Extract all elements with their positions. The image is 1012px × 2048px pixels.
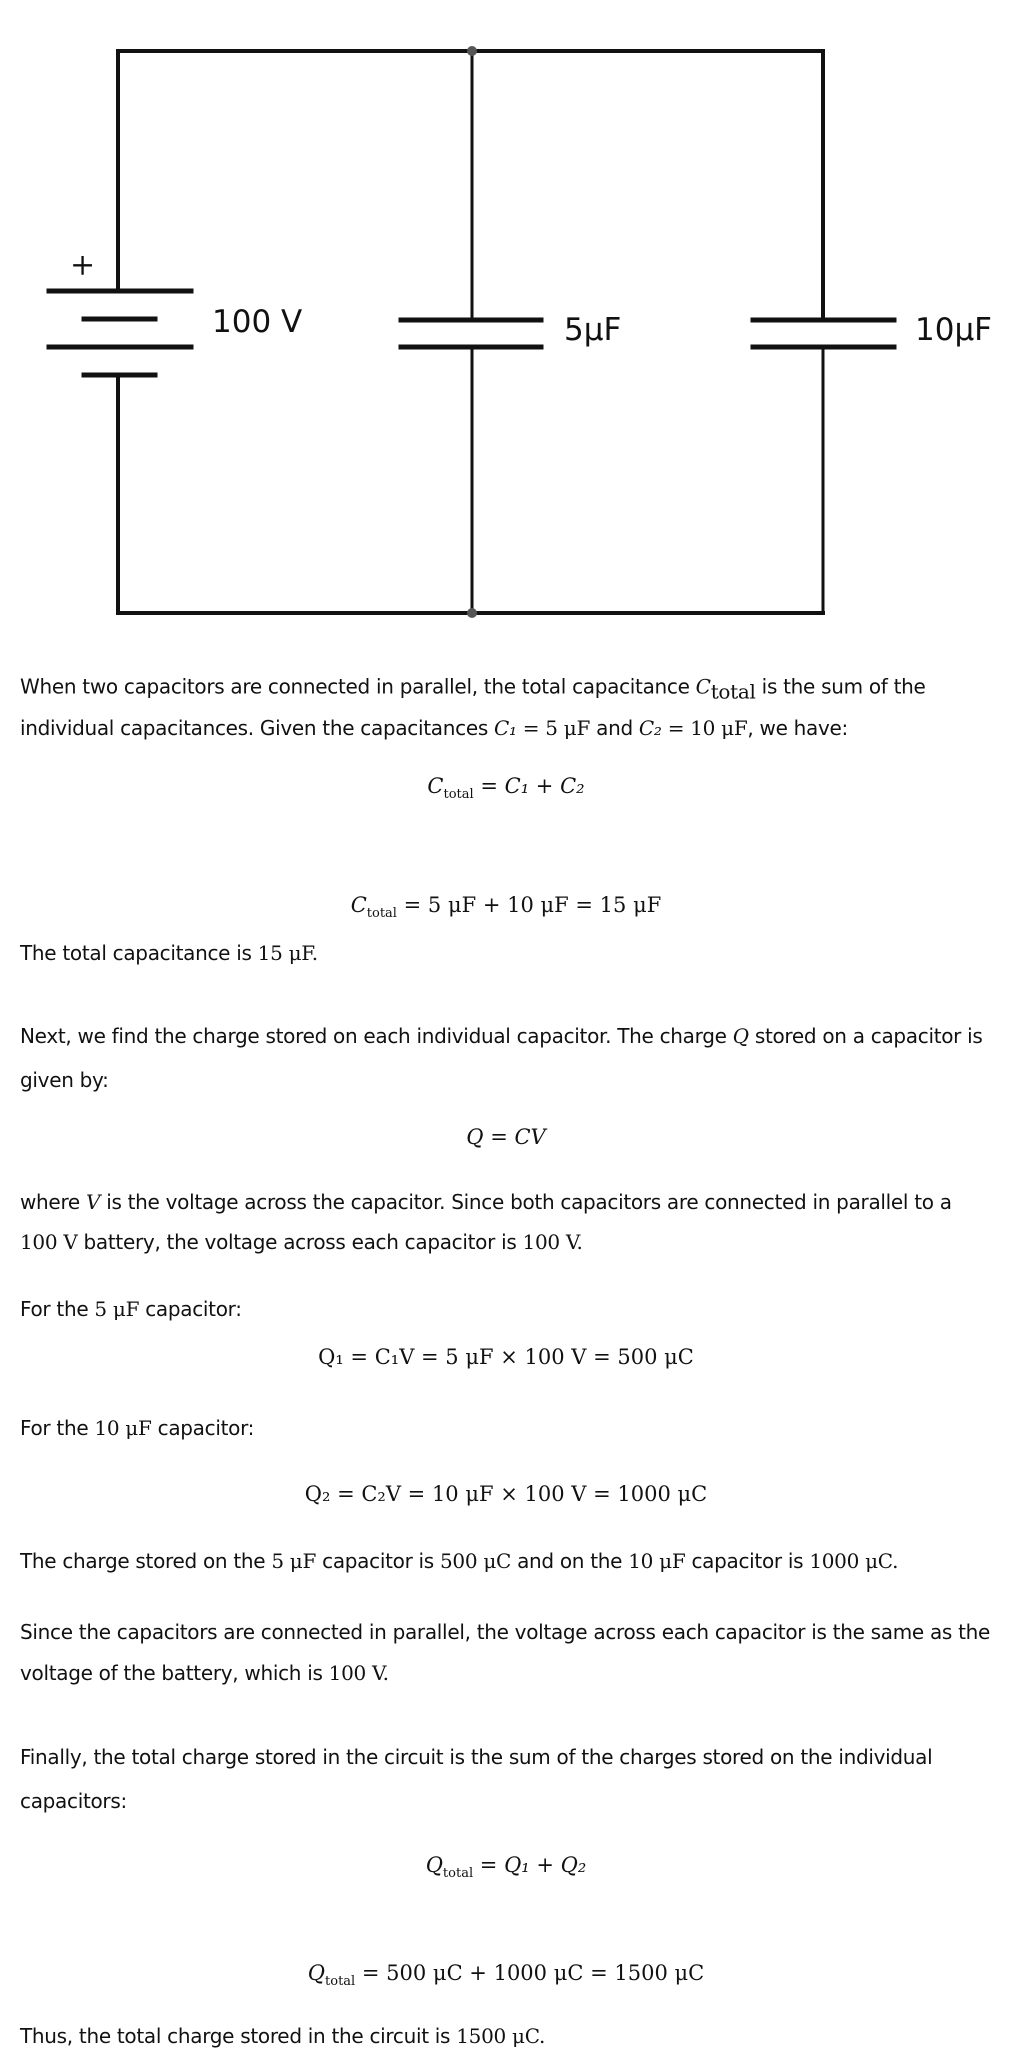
paragraph-line: For the 5 μF capacitor:	[20, 1297, 242, 1321]
paragraph-line: For the 10 μF capacitor:	[20, 1416, 255, 1440]
paragraph-line: The total capacitance is 15 μF.	[20, 941, 318, 965]
conclusion-line: Thus, the total charge stored in the circuit is 1500 μC.	[20, 2024, 546, 2048]
equation-total-charge-value: $Q_{total} = 500$ μC + 1000 μC = 1500 μC	[307, 1960, 705, 1990]
capacitor2-label: 10μF	[915, 312, 993, 348]
paragraph-line: given by:	[20, 1068, 109, 1092]
paragraph-line: voltage of the battery, which is 100 V.	[20, 1661, 389, 1685]
equation-total-capacitance: $C_{total} = C_1 + C_2$	[427, 773, 585, 803]
paragraph-line: Next, we find the charge stored on each individual capacitor. The charge Q stored on a capacitor is	[20, 1024, 983, 1048]
battery-plus-sign: +	[70, 247, 96, 283]
paragraph-line: Finally, the total charge stored in the circuit is the sum of the charges stored on the individual	[20, 1745, 933, 1769]
paragraph-line: Since the capacitors are connected in parallel, the voltage across each capacitor is the same as the	[20, 1620, 991, 1644]
wire-top-right	[472, 51, 823, 320]
battery-voltage-label: 100 V	[212, 304, 303, 340]
paragraph-line: where V is the voltage across the capacitor. Since both capacitors are connected in parallel to a	[20, 1190, 952, 1214]
parallel-capacitor-circuit-diagram	[0, 0, 1012, 640]
junction-node-top	[467, 46, 477, 56]
paragraph-line: capacitors:	[20, 1789, 127, 1813]
wire-top-left	[118, 51, 472, 291]
paragraph-line: The charge stored on the 5 μF capacitor is 500 μC and on the 10 μF capacitor is 1000 μC.	[20, 1549, 899, 1573]
paragraph-line: When two capacitors are connected in parallel, the total capacitance $C_{total}$ is the sum of the	[20, 674, 926, 704]
capacitor1-label: 5μF	[564, 312, 622, 348]
junction-node-bottom	[467, 608, 477, 618]
equation-q-cv: Q = CV	[466, 1125, 546, 1149]
equation-q1: Q₁ = C₁V = 5 μF × 100 V = 500 μC	[318, 1345, 694, 1369]
equation-q2: Q₂ = C₂V = 10 μF × 100 V = 1000 μC	[304, 1482, 708, 1506]
paragraph-line: 100 V battery, the voltage across each capacitor is 100 V.	[20, 1230, 583, 1254]
equation-total-capacitance-value: $C_{total} = 5$ μF + 10 μF = 15 μF	[350, 892, 662, 922]
equation-total-charge: $Q_{total} = Q_1 + Q_2$	[425, 1852, 587, 1882]
paragraph-line: individual capacitances. Given the capacitances C₁ = 5 μF and C₂ = 10 μF, we have:	[20, 716, 848, 740]
